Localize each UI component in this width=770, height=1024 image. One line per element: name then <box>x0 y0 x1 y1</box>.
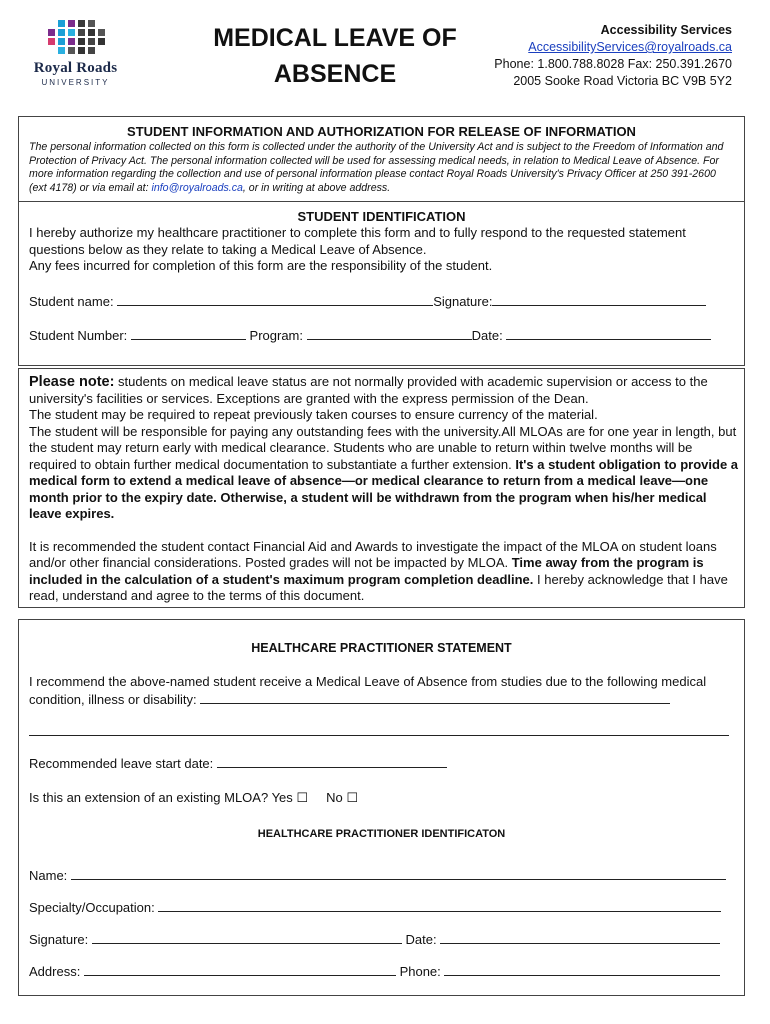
practitioner-recommend-text: I recommend the above-named student receive a Medical Leave of Absence from studies due to the following medical condition, illness or disability: <box>29 674 707 707</box>
phone-field[interactable] <box>444 963 720 976</box>
contact-address: 2005 Sooke Road Victoria BC V9B 5Y2 <box>513 74 732 88</box>
contact-heading: Accessibility Services <box>600 23 732 37</box>
student-id-heading: STUDENT IDENTIFICATION <box>297 209 466 224</box>
student-name-field[interactable] <box>117 293 433 306</box>
practitioner-signature-row: Signature: Date: <box>29 931 720 947</box>
program-field[interactable] <box>307 327 472 340</box>
student-signature-field[interactable] <box>492 293 706 306</box>
student-name-row: Student name: Signature: <box>29 293 706 309</box>
student-date-field[interactable] <box>506 327 711 340</box>
practitioner-name-field[interactable] <box>71 867 726 880</box>
no-checkbox[interactable]: ☐ <box>346 791 359 806</box>
specialty-row: Specialty/Occupation: <box>29 899 721 915</box>
page-title <box>190 20 480 92</box>
note-text: Please note: students on medical leave status are not normally provided with academic supervision or access to the university's facilities or services. Exceptions are granted with the express permission of the Dean. The student may be required to repeat previously taken courses to ensure currency of the material. The student will be responsible for paying any outstanding fees with the university.All MLOAs are for one year in length, but the student may return early with medical clearance. Students who are unable to return within twelve months will be required to obtain further medical documentation to substantiate a further extension. It's a student obligation to provide a medical form to extend a medical leave of absence—or medical clearance to return from a medical leave—one month prior to the expiry date. Otherwise, a student will be withdrawn from the program when his/her medical leave expires. It is recommended the student contact Financial Aid and Awards to investigate the impact of the MLOA on student loans and/or other financial considerations. Posted grades will not be impacted by MLOA. Time away from the program is included in the calculation of a student's maximum program completion deadline. I hereby acknowledge that I have read, understand and agree to the terms of this document. <box>29 374 739 603</box>
university-logo <box>28 18 123 90</box>
yes-checkbox[interactable]: ☐ <box>296 791 309 806</box>
practitioner-heading: HEALTHCARE PRACTITIONER STATEMENT <box>251 641 512 655</box>
title-line-2: ABSENCE <box>273 60 397 88</box>
student-authorization-text: I hereby authorize my healthcare practitioner to complete this form and to fully respond to the requested statement questions below as they relate to taking a Medical Leave of Absence. Any fees incurred for completion of this form are the responsibility of the student. <box>29 225 686 273</box>
contact-email-link[interactable]: AccessibilityServices@royalroads.ca <box>528 40 732 54</box>
student-number-field[interactable] <box>131 327 246 340</box>
specialty-field[interactable] <box>158 899 721 912</box>
logo-mark-icon <box>28 18 123 58</box>
contact-block <box>494 22 732 90</box>
practitioner-name-row: Name: <box>29 867 726 883</box>
extension-row: Is this an extension of an existing MLOA? Yes ☐ No ☐ <box>29 790 359 806</box>
contact-phone: Phone: 1.800.788.8028 Fax: 250.391.2670 <box>494 57 732 71</box>
student-info-heading: STUDENT INFORMATION AND AUTHORIZATION FOR RELEASE OF INFORMATION <box>127 124 636 139</box>
practitioner-date-field[interactable] <box>440 931 720 944</box>
logo-name: Royal Roads <box>33 60 118 76</box>
condition-field-line-2[interactable] <box>29 723 729 736</box>
section-divider <box>18 201 745 202</box>
title-line-1: MEDICAL LEAVE OF <box>213 24 457 52</box>
address-row: Address: Phone: <box>29 963 720 979</box>
logo-subtitle: UNIVERSITY <box>41 78 110 87</box>
start-date-field[interactable] <box>217 755 447 768</box>
privacy-email-link[interactable]: info@royalroads.ca <box>151 181 243 194</box>
address-field[interactable] <box>84 963 396 976</box>
condition-field[interactable] <box>200 691 670 704</box>
practitioner-id-heading: HEALTHCARE PRACTITIONER IDENTIFICATON <box>257 828 506 840</box>
student-number-row: Student Number: Program: Date: <box>29 327 711 343</box>
privacy-notice: The personal information collected on this form is collected under the authority of the University Act and is subject to the Freedom of Information and Protection of Privacy Act. The personal information collected will be used for assessing medical needs, in relation to Medical Leave of Absence. For more information regarding the collection and use of personal information please contact Royal Roads University's Privacy Officer at 250 391-2600 (ext 4178) or via email at: info@royalroads.ca, or in writing at above address. <box>29 141 724 194</box>
practitioner-signature-field[interactable] <box>92 931 402 944</box>
start-date-row: Recommended leave start date: <box>29 755 447 771</box>
